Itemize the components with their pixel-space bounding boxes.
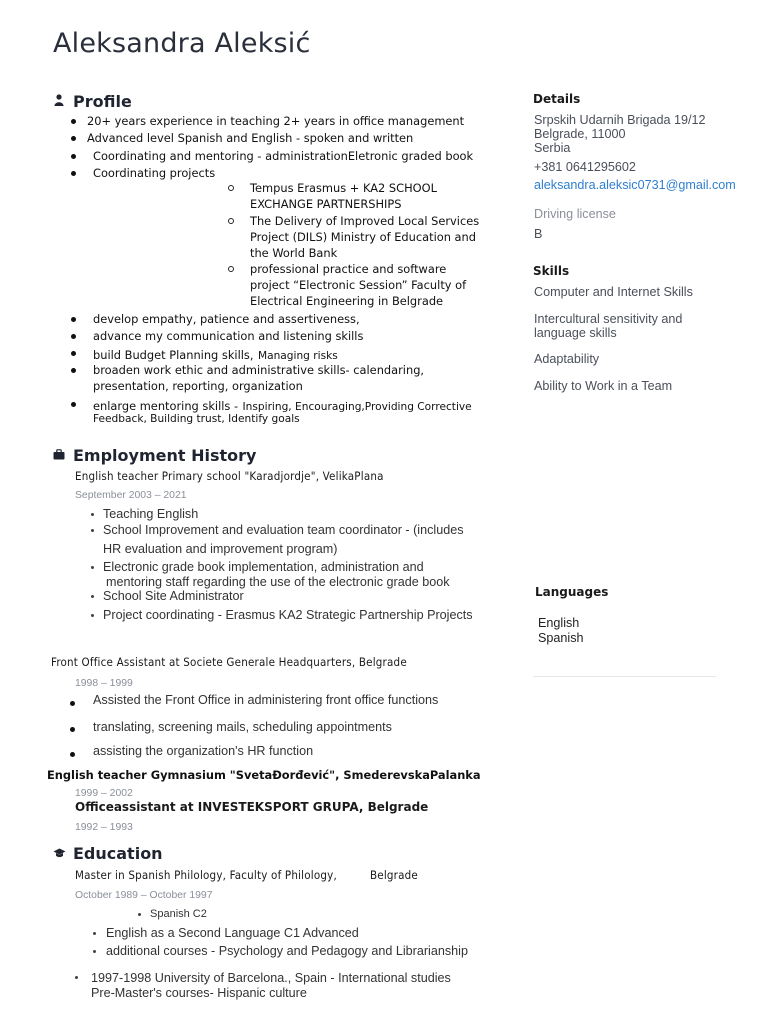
skill-bullet: advance my communication and listening skills (93, 329, 364, 343)
graduation-cap-icon (53, 848, 65, 861)
job-item-cont: mentoring staff regarding the use of the electronic grade book (106, 575, 450, 589)
education-item: 1997-1998 University of Barcelona., Spain - International studies (91, 971, 451, 985)
skill-bullet-cont: Feedback, Building trust, Identify goals (93, 413, 300, 425)
project-item: Electrical Engineering in Belgrade (250, 294, 444, 308)
skill-item: Adaptability (534, 352, 600, 366)
job-date: 1999 – 2002 (75, 788, 133, 799)
divider (533, 676, 716, 677)
email-link[interactable]: aleksandra.aleksic0731@gmail.com (534, 178, 736, 192)
education-item: English as a Second Language C1 Advanced (106, 926, 359, 940)
skill-bullet: develop empathy, patience and assertiveness, (93, 312, 360, 326)
project-item: the World Bank (250, 246, 338, 260)
candidate-name: Aleksandra Aleksić (53, 28, 311, 59)
job-title: English teacher Gymnasium "SvetaĐorđević", SmederevskaPalanka (47, 768, 481, 782)
phone: +381 0641295602 (534, 160, 636, 174)
country: Serbia (534, 141, 571, 155)
license-value: B (534, 227, 543, 241)
project-item: Tempus Erasmus + KA2 SCHOOL (250, 181, 437, 195)
skill-item: Computer and Internet Skills (534, 285, 693, 299)
employment-heading: Employment History (53, 446, 256, 465)
languages-heading: Languages (535, 585, 609, 599)
project-item: EXCHANGE PARTNERSHIPS (250, 197, 402, 211)
education-item-cont: Pre-Master's courses- Hispanic culture (91, 986, 307, 1000)
education-item: Spanish C2 (150, 908, 207, 920)
profile-bullet: Coordinating projects (93, 166, 216, 180)
address-line: Srpskih Udarnih Brigada 19/12 (534, 113, 706, 127)
profile-heading: Profile (53, 92, 132, 111)
license-label: Driving license (534, 207, 616, 221)
job-item: Assisted the Front Office in administering front office functions (93, 693, 439, 707)
skill-bullet: enlarge mentoring skills - Inspiring, Encouraging,Providing Corrective (93, 399, 472, 413)
project-item: professional practice and software (250, 262, 447, 276)
degree-title: Master in Spanish Philology, Faculty of Philology, Belgrade (75, 868, 418, 882)
job-title: Front Office Assistant at Societe Generale Headquarters, Belgrade (51, 655, 407, 669)
education-date: October 1989 – October 1997 (75, 890, 213, 901)
skills-heading: Skills (533, 264, 570, 278)
project-item: Project (DILS) Ministry of Education and (250, 230, 476, 244)
profile-bullet: Coordinating and mentoring - administrationEletronic graded book (93, 149, 474, 163)
language-item: English (538, 616, 580, 630)
job-item-cont: HR evaluation and improvement program) (103, 542, 338, 556)
job-date: September 2003 – 2021 (75, 490, 187, 501)
skill-item-cont: language skills (534, 326, 617, 340)
education-heading: Education (53, 844, 163, 863)
job-item: assisting the organization's HR function (93, 744, 314, 758)
person-icon (53, 94, 65, 109)
job-item: translating, screening mails, scheduling appointments (93, 720, 392, 734)
project-item: The Delivery of Improved Local Services (250, 214, 480, 228)
education-item: additional courses - Psychology and Pedagogy and Librarianship (106, 944, 468, 958)
profile-bullet: 20+ years experience in teaching 2+ years in office management (87, 114, 465, 128)
address-line: Belgrade, 11000 (534, 127, 626, 141)
skill-bullet: build Budget Planning skills, Managing risks (93, 348, 338, 362)
profile-bullet: Advanced level Spanish and English - spoken and written (87, 131, 414, 145)
job-item: School Improvement and evaluation team coordinator - (includes (103, 523, 464, 537)
job-item: Teaching English (103, 507, 199, 521)
job-item: School Site Administrator (103, 589, 244, 603)
details-heading: Details (533, 92, 581, 106)
project-item: project “Electronic Session” Faculty of (250, 278, 467, 292)
job-date: 1992 – 1993 (75, 822, 133, 833)
job-item: Electronic grade book implementation, administration and (103, 560, 424, 574)
skill-bullet: broaden work ethic and administrative skills- calendaring, (93, 363, 425, 377)
language-item: Spanish (538, 631, 584, 645)
job-title: Officeassistant at INVESTEKSPORT GRUPA, Belgrade (75, 800, 429, 814)
job-item: Project coordinating - Erasmus KA2 Strategic Partnership Projects (103, 608, 473, 622)
skill-item: Ability to Work in a Team (534, 379, 673, 393)
briefcase-icon (53, 449, 65, 463)
skill-item: Intercultural sensitivity and (534, 312, 683, 326)
job-title: English teacher Primary school "Karadjordje", VelikaPlana (75, 469, 384, 483)
job-date: 1998 – 1999 (75, 678, 133, 689)
skill-bullet-cont: presentation, reporting, organization (93, 379, 303, 393)
